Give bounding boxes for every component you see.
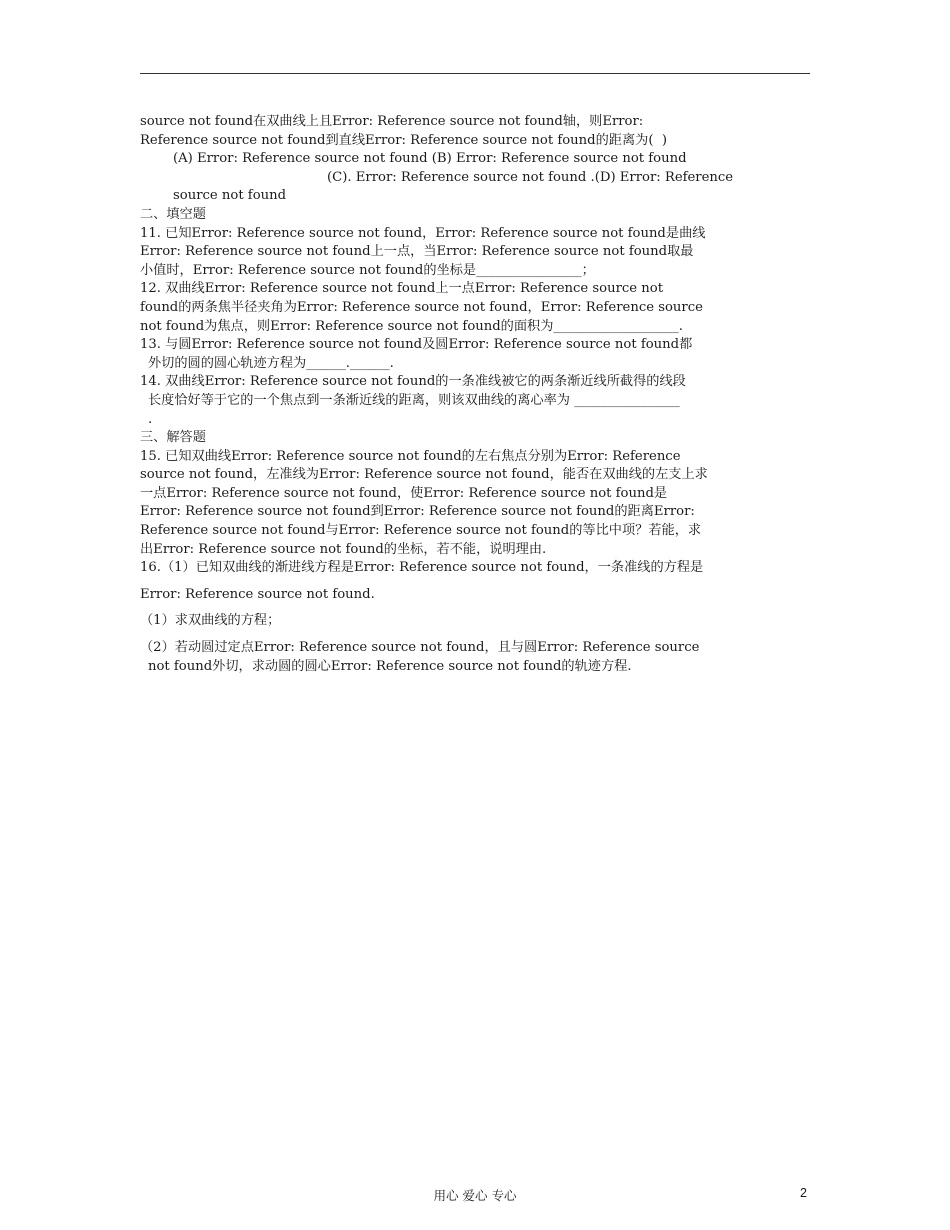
text-line: 14. 双曲线Error: Reference source not found的一条准线被它的两条渐近线所截得的线段 bbox=[140, 374, 686, 390]
text-line: 12. 双曲线Error: Reference source not found上一点Error: Reference source not bbox=[140, 281, 663, 297]
text-line: not found外切，求动圆的圆心Error: Reference source not found的轨迹方程. bbox=[148, 658, 632, 674]
text-line: found的两条焦半径夹角为Error: Reference source not found，Error: Reference source bbox=[140, 299, 703, 315]
text-line: source not found在双曲线上且Error: Reference source not found轴，则Error: bbox=[140, 114, 644, 129]
text-line: Reference source not found到直线Error: Reference source not found的距离为( ) bbox=[140, 132, 668, 148]
text-line: 三、解答题 bbox=[140, 430, 206, 446]
text-line: Error: Reference source not found到Error: Reference source not found的距离Error: bbox=[140, 504, 695, 520]
text-line: 11. 已知Error: Reference source not found，Error: Reference source not found是曲线 bbox=[140, 225, 706, 241]
text-line: Error: Reference source not found上一点，当Error: Reference source not found取最 bbox=[140, 244, 694, 260]
text-line: 小值时，Error: Reference source not found的坐标是________________； bbox=[140, 262, 595, 278]
text-line: source not found bbox=[173, 188, 287, 204]
text-line: 15. 已知双曲线Error: Reference source not found的左右焦点分别为Error: Reference bbox=[140, 448, 681, 464]
text-line: (A) Error: Reference source not found (B) Error: Reference source not found bbox=[173, 151, 687, 167]
text-line: (C). Error: Reference source not found .(D) Error: Reference bbox=[327, 169, 734, 185]
text-line: 二、填空题 bbox=[140, 206, 206, 222]
text-line: not found为焦点，则Error: Reference source not found的面积为___________________. bbox=[140, 318, 683, 334]
footer-slogan: 用心 爱心 专心 bbox=[433, 1188, 517, 1203]
text-line: 一点Error: Reference source not found，使Error: Reference source not found是 bbox=[140, 485, 668, 501]
text-line: 外切的圆的圆心轨迹方程为______.______. bbox=[148, 355, 394, 371]
text-line: 出Error: Reference source not found的坐标，若不能，说明理由. bbox=[140, 541, 547, 557]
text-line: Reference source not found与Error: Reference source not found的等比中项？若能，求 bbox=[140, 523, 702, 539]
text-line: Error: Reference source not found. bbox=[140, 586, 375, 602]
header-rule bbox=[140, 73, 810, 74]
text-line: . bbox=[148, 411, 153, 427]
text-line: （1）求双曲线的方程； bbox=[140, 613, 281, 629]
text-line: （2）若动圆过定点Error: Reference source not found，且与圆Error: Reference source bbox=[140, 640, 700, 656]
text-line: 长度恰好等于它的一个焦点到一条渐近线的距离，则该双曲线的离心率为 ________________ bbox=[148, 392, 680, 408]
document-body bbox=[140, 113, 812, 676]
page-number: 2 bbox=[800, 1186, 807, 1200]
text-line: 16.（1）已知双曲线的渐进线方程是Error: Reference source not found，一条准线的方程是 bbox=[140, 560, 704, 576]
text-line: 13. 与圆Error: Reference source not found及圆Error: Reference source not found都 bbox=[140, 337, 693, 353]
text-line: source not found，左准线为Error: Reference source not found，能否在双曲线的左支上求 bbox=[140, 467, 708, 483]
